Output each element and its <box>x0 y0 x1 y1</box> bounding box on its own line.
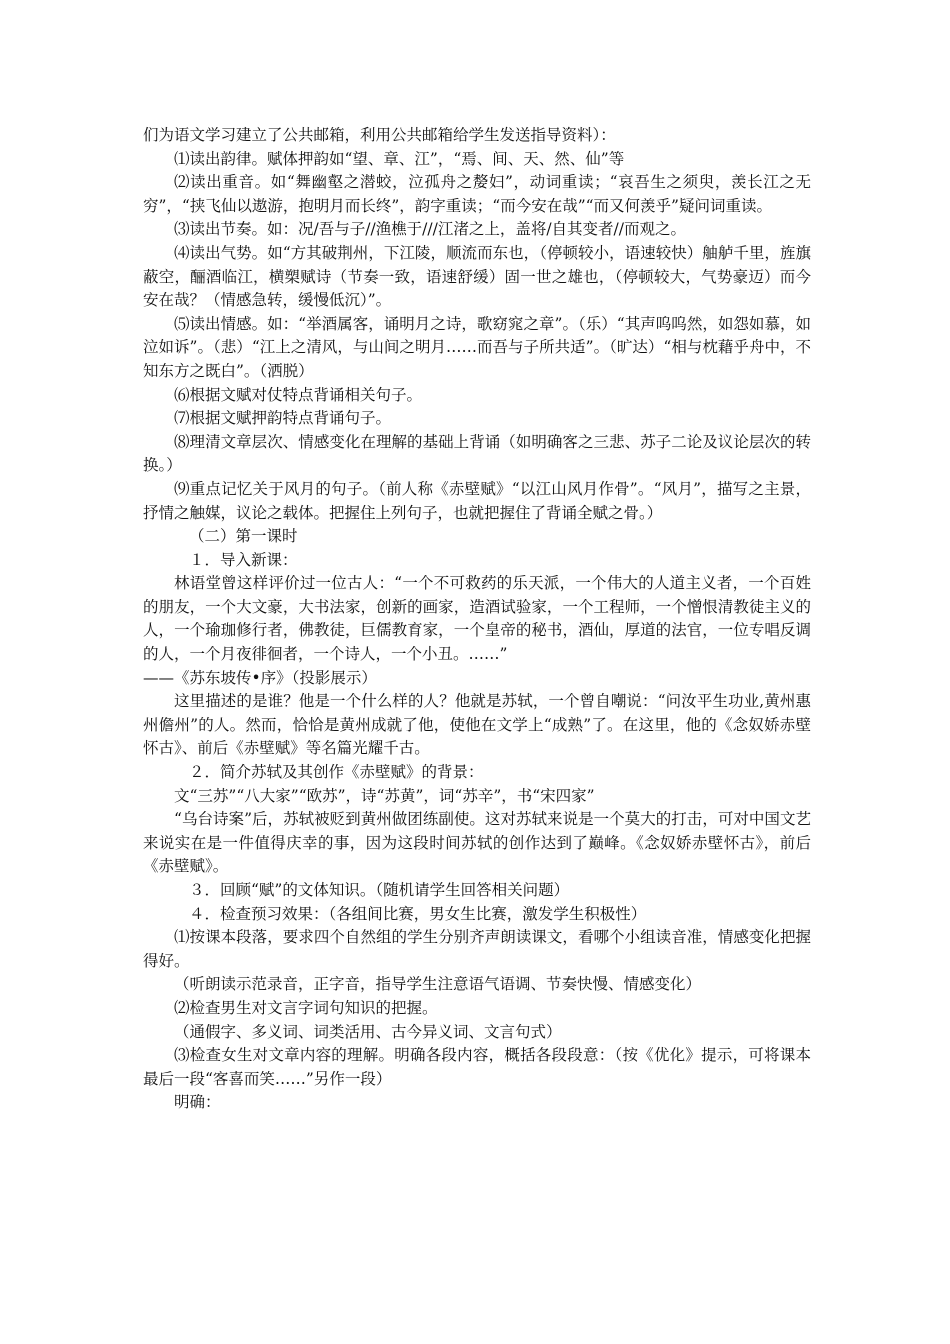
paragraph-wind-moon: ⑼重点记忆关于风月的句子。（前人称《赤壁赋》“以江山风月作骨”。“风月”，描写之主景，抒情之触媒，议论之载体。把握住上列句子，也就把握住了背诵全赋之骨。） <box>143 479 811 522</box>
paragraph-rhyme-recite: ⑺根据文赋押韵特点背诵句子。 <box>174 409 392 428</box>
step-heading-background: ２．简介苏轼及其创作《赤壁赋》的背景： <box>189 763 484 782</box>
step-heading-preview-check: ４．检查预习效果：（各组间比赛，男女生比赛，激发学生积极性） <box>189 904 647 923</box>
section-heading-first-lesson: （二）第一课时 <box>189 527 298 546</box>
paragraph-rhythm: ⑶读出节奏。如：况/吾与子//渔樵于///江渚之上，盖将/自其变者//而观之。 <box>174 220 687 239</box>
paragraph-boys-check: ⑵检查男生对文言字词句知识的把握。 <box>174 998 438 1017</box>
paragraph-girls-check: ⑶检查女生对文章内容的理解。明确各段内容，概括各段段意：（按《优化》提示，可将课本最后一段“客喜而笑……”另作一段） <box>143 1046 811 1088</box>
step-heading-fu-genre: ３．回顾“赋”的文体知识。（随机请学生回答相关问题） <box>189 881 570 899</box>
step-heading-intro: １．导入新课： <box>189 550 298 569</box>
paragraph-lin-yutang: 林语堂曾这样评价过一位古人：“一个不可救药的乐天派，一个伟大的人道主义者，一个百姓的朋友，一个大文豪，大书法家，创新的画家，造酒试验家，一个工程师，一个憎恨清教徒主义的人，一个瑜珈修行者，佛教徒，巨儒教育家，一个皇帝的秘书，酒仙，厚道的法官，一位专唱反调的人，一个月夜徘徊者，一个诗人，一个小丑。……” <box>143 574 811 664</box>
paragraph-grammar-items: （通假字、多义词、词类活用、古今异义词、文言句式） <box>174 1022 562 1041</box>
paragraph-structure: ⑻理清文章层次、情感变化在理解的基础上背诵（如明确客之三悲、苏子二论及议论层次的转换。） <box>143 432 811 475</box>
paragraph-momentum: ⑷读出气势。如“方其破荆州，下江陵，顺流而东也，（停顿较小，语速较快）舳舻千里，旌旗蔽空，酾酒临江，横槊赋诗（节奏一致，语速舒缓）固一世之雄也，（停顿较大，气势豪迈）而今安在哉？（情感急转，缓慢低沉）”。 <box>143 243 811 310</box>
paragraph-titles: 文“三苏”“八大家”“欧苏”，诗“苏黄”，词“苏辛”，书“宋四家” <box>174 786 595 805</box>
document-page <box>143 124 811 1115</box>
paragraph-clarify: 明确： <box>174 1093 221 1112</box>
paragraph-rhyme: ⑴读出韵律。赋体押韵如“望、章、江”，“焉、间、天、然、仙”等 <box>174 149 625 168</box>
paragraph-recording: （听朗读示范录音，正字音，指导学生注意语气语调、节奏快慢、情感变化） <box>174 975 702 994</box>
paragraph-group-reading: ⑴按课本段落，要求四个自然组的学生分别齐声朗读课文，看哪个小组读音准，情感变化把握得好。 <box>143 928 811 970</box>
paragraph-wutai-case: “乌台诗案”后，苏轼被贬到黄州做团练副使。这对苏轼来说是一个莫大的打击，可对中国文艺来说实在是一件值得庆幸的事，因为这段时间苏轼的创作达到了巅峰。《念奴娇赤壁怀古》，前后《赤壁赋》。 <box>143 810 811 876</box>
paragraph-source: ——《苏东坡传•序》（投影展示） <box>143 668 377 687</box>
paragraph-emotion: ⑸读出情感。如：“举酒属客，诵明月之诗，歌窈窕之章”。（乐）“其声呜呜然，如怨如慕，如泣如诉”。（悲）“江上之清风，与山间之明月……而吾与子所共适”。（旷达）“相与枕藉乎舟中，不知东方之既白”。（洒脱） <box>143 314 811 380</box>
paragraph-stress: ⑵读出重音。如“舞幽壑之潜蛟，泣孤舟之嫠妇”，动词重读；“哀吾生之须臾，羡长江之无穷”，“挟飞仙以遨游，抱明月而长终”，韵字重读；“而今安在哉”“而又何羡乎”疑问词重读。 <box>143 173 811 215</box>
paragraph-intro: 们为语文学习建立了公共邮箱，利用公共邮箱给学生发送指导资料）： <box>143 126 616 144</box>
paragraph-parallelism: ⑹根据文赋对仗特点背诵相关句子。 <box>174 385 423 404</box>
paragraph-su-shi: 这里描述的是谁？他是一个什么样的人？他就是苏轼，一个曾自嘲说：“问汝平生功业,黄州惠州儋州”的人。然而，恰恰是黄州成就了他，使他在文学上“成熟”了。在这里，他的《念奴娇赤壁怀古》、前后《赤壁赋》等名篇光耀千古。 <box>143 692 811 758</box>
